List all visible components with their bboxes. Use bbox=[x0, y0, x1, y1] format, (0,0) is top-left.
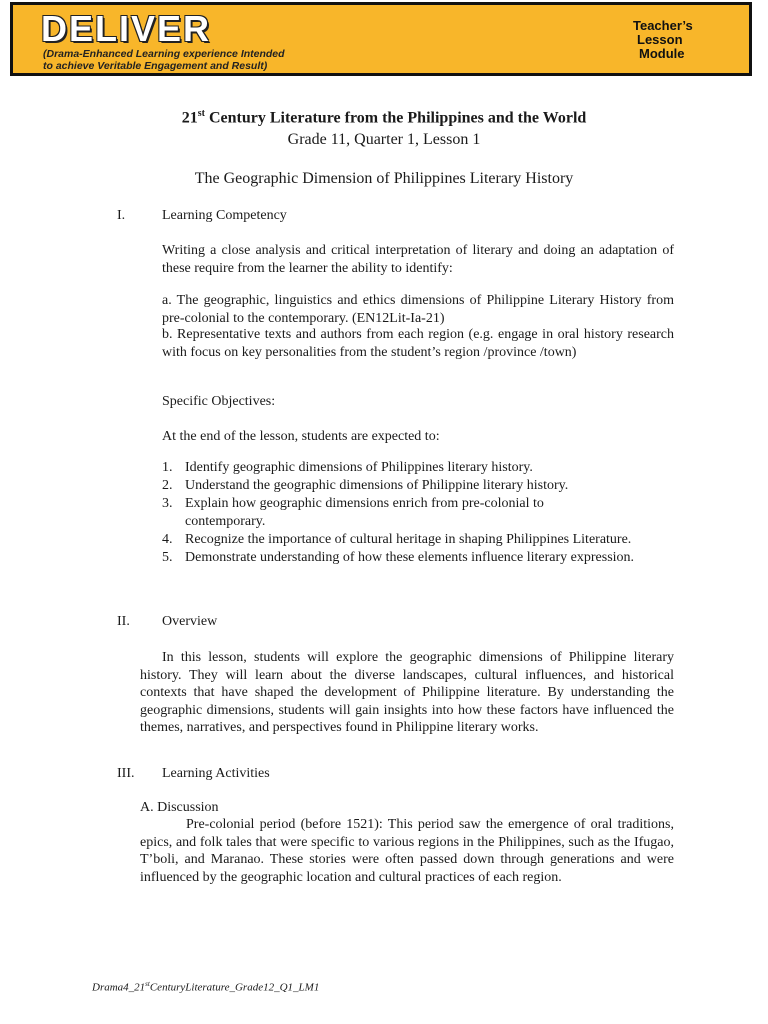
module-label bbox=[633, 19, 693, 61]
competency-item-b: b. Representative texts and authors from each region (e.g. engage in oral history research with focus on key personalities from the student’s region /province /town) bbox=[162, 327, 674, 360]
banner-subtitle-line1: (Drama-Enhanced Learning experience Intended bbox=[43, 48, 285, 60]
objective-item: 5. Demonstrate understanding of how these elements influence literary expression. bbox=[162, 550, 635, 565]
header-banner bbox=[10, 2, 752, 76]
specific-objectives-heading: Specific Objectives: bbox=[162, 394, 276, 409]
discussion-paragraph: Pre-colonial period (before 1521): This period saw the emergence of oral traditions, epics, and folk tales that were specific to various regions in the Philippines, such as the Ifugao, T’boli, and Maranao. These stories were often passed down through generations and were influenced by the geographic location and cultural practices of each region. bbox=[140, 817, 674, 885]
overview-paragraph: In this lesson, students will explore the geographic dimensions of Philippine literary history. They will learn about the diverse landscapes, cultural influences, and historical contexts that have shaped the development of Philippine literature. By understanding the geographic dimensions, students will gain insights into how these factors have influenced the themes, narratives, and perspectives found in Philippine literary works. bbox=[140, 650, 674, 735]
objective-item: 2. Understand the geographic dimensions of Philippine literary history. bbox=[162, 478, 569, 493]
module-label-line1: Teacher’s bbox=[633, 18, 693, 33]
section-1-numeral: I. bbox=[117, 208, 126, 223]
grade-line: Grade 11, Quarter 1, Lesson 1 bbox=[287, 131, 481, 148]
objectives-list bbox=[162, 459, 635, 567]
lesson-title: The Geographic Dimension of Philippines Literary History bbox=[194, 170, 574, 187]
section-3-heading: Learning Activities bbox=[162, 766, 270, 781]
objective-item: 3. Explain how geographic dimensions enrich from pre-colonial to contemporary. bbox=[162, 496, 544, 529]
discussion-heading: A. Discussion bbox=[140, 800, 219, 815]
banner-subtitle bbox=[43, 48, 285, 72]
objective-item: 1. Identify geographic dimensions of Philippines literary history. bbox=[162, 460, 533, 475]
competency-item-a: a. The geographic, linguistics and ethics dimensions of Philippine Literary History from pre-colonial to the contemporary. (EN12Lit-Ia-21) bbox=[162, 293, 674, 326]
module-label-line3: Module bbox=[639, 46, 685, 61]
section-2-heading: Overview bbox=[162, 614, 218, 629]
specific-objectives-intro: At the end of the lesson, students are expected to: bbox=[162, 429, 440, 444]
section-2-numeral: II. bbox=[117, 614, 130, 629]
banner-title: DELIVER bbox=[41, 8, 212, 49]
section-3-numeral: III. bbox=[117, 766, 135, 781]
footer-filename: Drama4_21stCenturyLiterature_Grade12_Q1_LM1 bbox=[92, 980, 320, 994]
course-title: 21st Century Literature from the Philippines and the World bbox=[181, 108, 587, 127]
module-label-line2: Lesson bbox=[637, 32, 683, 47]
banner-subtitle-line2: to achieve Veritable Engagement and Result) bbox=[43, 60, 268, 72]
competency-intro: Writing a close analysis and critical interpretation of literary and doing an adaptation of these require from the learner the ability to identify: bbox=[162, 243, 674, 276]
objective-item: 4. Recognize the importance of cultural heritage in shaping Philippines Literature. bbox=[162, 532, 632, 547]
section-1-heading: Learning Competency bbox=[162, 208, 287, 223]
